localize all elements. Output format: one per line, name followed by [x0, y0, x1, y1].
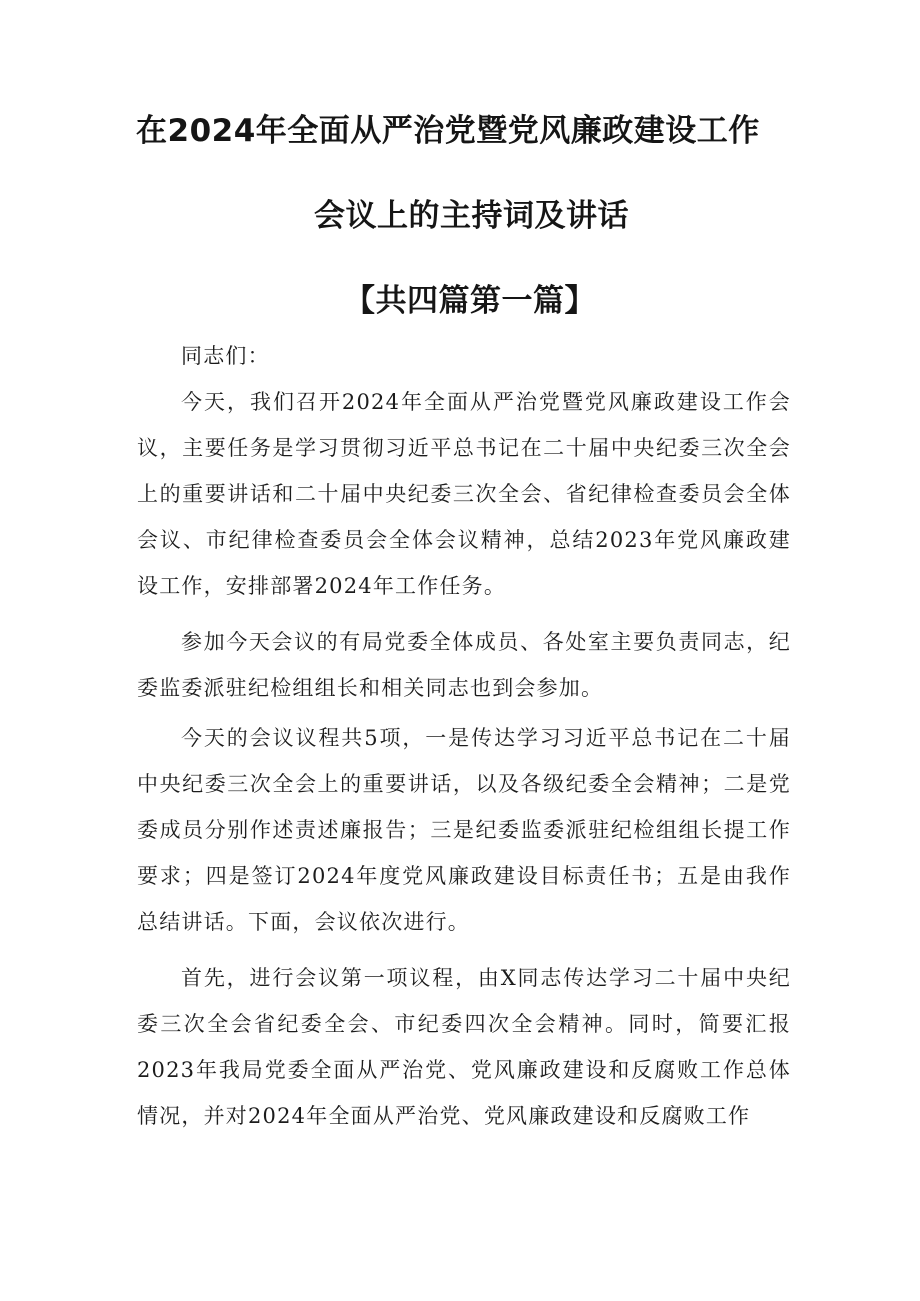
body-paragraph: 参加今天会议的有局党委全体成员、各处室主要负责同志，纪委监委派驻纪检组组长和相关同志也到会参加。: [137, 630, 791, 700]
document-title-line-1: 在2024年全面从严治党暨党风廉政建设工作: [136, 113, 760, 149]
body-paragraph: 今天的会议议程共5项，一是传达学习习近平总书记在二十届中央纪委三次全会上的重要讲话，以及各级纪委全会精神；二是党委成员分别作述责述廉报告；三是纪委监委派驻纪检组组长提工作要求；四是签订2024年度党风廉政建设目标责任书；五是由我作总结讲话。下面，会议依次进行。: [137, 726, 791, 934]
body-paragraph: 首先，进行会议第一项议程，由X同志传达学习二十届中央纪委三次全会省纪委全会、市纪委四次全会精神。同时，简要汇报2023年我局党委全面从严治党、党风廉政建设和反腐败工作总体情况，并对2024年全面从严治党、党风廉政建设和反腐败工作: [137, 966, 791, 1128]
document-title-line-2: 会议上的主持词及讲话: [314, 198, 629, 234]
body-paragraph: 今天，我们召开2024年全面从严治党暨党风廉政建设工作会议，主要任务是学习贯彻习近平总书记在二十届中央纪委三次全会上的重要讲话和二十届中央纪委三次全会、省纪律检查委员会全体会议、市纪律检查委员会全体会议精神，总结2023年党风廉政建设工作，安排部署2024年工作任务。: [137, 390, 791, 598]
greeting: 同志们：: [181, 344, 270, 368]
document-subtitle: 【共四篇第一篇】: [344, 283, 596, 319]
